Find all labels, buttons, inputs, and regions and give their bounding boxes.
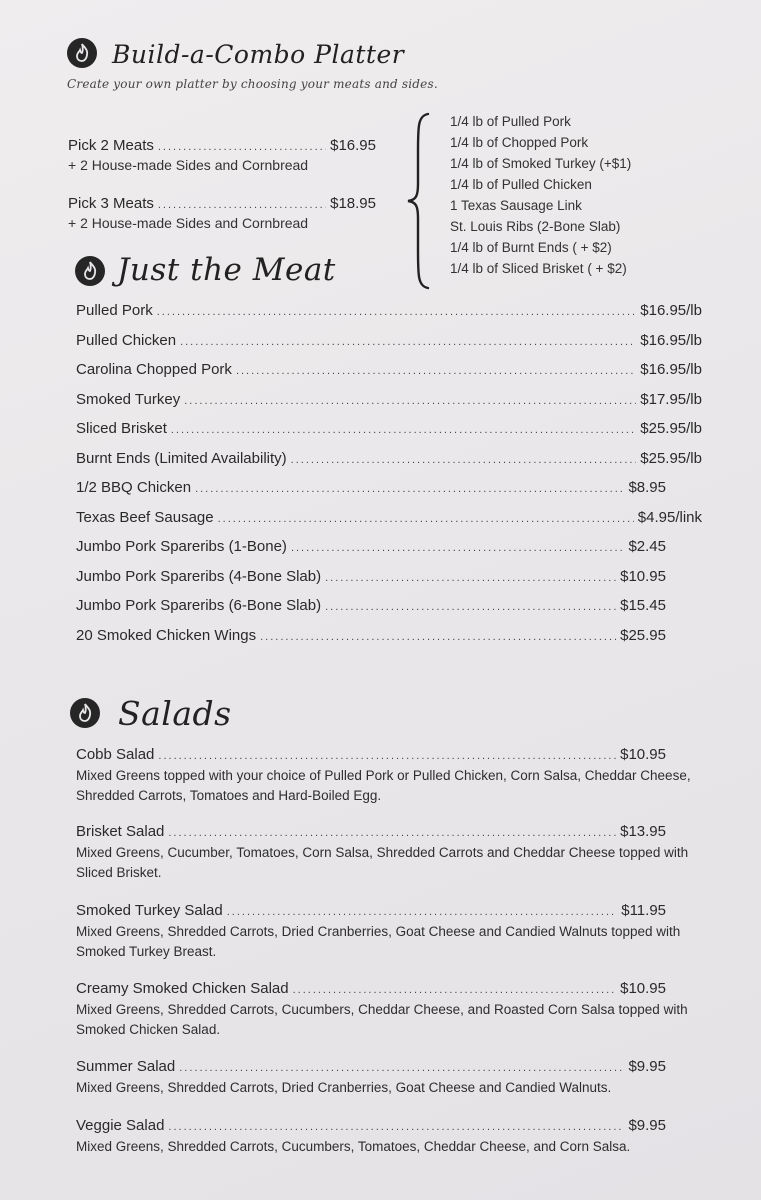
meat-item-price: $16.95/lb	[640, 361, 702, 378]
salad-item	[76, 746, 666, 763]
salad-item	[76, 1117, 666, 1134]
meat-item-price: $10.95	[620, 567, 666, 585]
meat-item	[76, 479, 666, 496]
dot-leader	[236, 365, 636, 377]
meat-item	[76, 597, 666, 614]
meat-choice: 1/4 lb of Smoked Turkey (+$1)	[450, 156, 632, 171]
meat-item	[76, 361, 702, 378]
meat-item-price: $25.95/lb	[640, 420, 702, 437]
dot-leader	[227, 906, 617, 918]
salad-item-description: Mixed Greens, Shredded Carrots, Dried Cranberries, Goat Cheese and Candied Walnuts.	[76, 1080, 612, 1095]
salad-item-name: Summer Salad	[76, 1058, 176, 1075]
salad-item-price: $11.95	[621, 902, 666, 919]
salad-item-price: $13.95	[620, 823, 666, 840]
salad-item-description: Mixed Greens, Shredded Carrots, Cucumbers, Tomatoes, Cheddar Cheese, and Corn Salsa.	[76, 1139, 631, 1154]
dot-leader	[325, 572, 616, 584]
dot-leader	[158, 141, 326, 153]
dot-leader	[325, 601, 616, 613]
meat-item-price: $16.95/lb	[640, 331, 702, 349]
meat-choice: St. Louis Ribs (2-Bone Slab)	[450, 219, 621, 234]
combo-option-price: $16.95	[330, 137, 376, 154]
meat-item-price: $25.95/lb	[640, 449, 702, 467]
meat-item-price: $4.95/link	[637, 508, 702, 526]
salad-item	[76, 902, 666, 919]
salads-title: Salads	[118, 694, 232, 733]
meat-item	[76, 420, 702, 437]
combo-option-name: Pick 3 Meats	[68, 195, 154, 212]
salad-item-name: Cobb Salad	[76, 746, 155, 763]
meat-item	[76, 568, 666, 585]
combo-option-price: $18.95	[330, 195, 376, 212]
meat-item	[76, 627, 666, 644]
dot-leader	[260, 631, 616, 643]
meat-item-name: Texas Beef Sausage	[76, 508, 214, 526]
meat-item	[76, 302, 702, 319]
meat-choice: 1/4 lb of Chopped Pork	[450, 135, 589, 150]
salad-item-name: Creamy Smoked Chicken Salad	[76, 980, 289, 997]
meat-item-name: Burnt Ends (Limited Availability)	[76, 449, 287, 467]
meat-choice: 1/4 lb of Burnt Ends ( + $2)	[450, 240, 612, 255]
meat-choice: 1/4 lb of Pulled Pork	[450, 114, 571, 129]
meat-item-price: $8.95	[628, 479, 666, 496]
meat-item-name: Sliced Brisket	[76, 420, 167, 437]
combo-option	[68, 195, 376, 212]
meat-choice: 1 Texas Sausage Link	[450, 198, 582, 213]
salad-item-description: Mixed Greens, Shredded Carrots, Cucumbers, Cheddar Cheese, and Roasted Corn Salsa topped with Smoked Chicken Salad.	[76, 1002, 688, 1037]
combo-subtitle: Create your own platter by choosing your meats and sides.	[67, 77, 438, 91]
flame-icon	[70, 698, 100, 728]
salad-item	[76, 1058, 666, 1075]
meat-item	[76, 332, 702, 349]
curly-brace	[404, 112, 432, 290]
meat-item	[76, 391, 702, 408]
combo-title: Build-a-Combo Platter	[112, 40, 405, 69]
dot-leader	[179, 1062, 624, 1074]
salad-item	[76, 823, 666, 840]
dot-leader	[158, 199, 326, 211]
salad-item-price: $9.95	[628, 1117, 666, 1134]
salad-item-price: $10.95	[620, 746, 666, 763]
meat-item	[76, 509, 702, 526]
salad-item-price: $9.95	[628, 1058, 666, 1075]
dot-leader	[158, 750, 616, 762]
dot-leader	[168, 827, 616, 839]
salad-item-name: Brisket Salad	[76, 823, 165, 840]
salad-item-name: Smoked Turkey Salad	[76, 902, 223, 919]
meat-item-name: Jumbo Pork Spareribs (6-Bone Slab)	[76, 597, 322, 614]
meat-item-price: $15.45	[620, 597, 666, 614]
dot-leader	[293, 984, 617, 996]
salad-item-description: Mixed Greens, Cucumber, Tomatoes, Corn Salsa, Shredded Carrots and Cheddar Cheese topped with Sliced Brisket.	[76, 845, 689, 880]
dot-leader	[195, 483, 624, 495]
meat-item-price: $25.95	[620, 626, 666, 644]
dot-leader	[291, 454, 637, 466]
meat-item	[76, 538, 666, 555]
salad-item-description: Mixed Greens topped with your choice of Pulled Pork or Pulled Chicken, Corn Salsa, Cheddar Cheese, Shredded Carrots, Tomatoes and Hard-Boiled Egg.	[76, 768, 691, 803]
dot-leader	[168, 1121, 624, 1133]
dot-leader	[157, 306, 637, 318]
meat-item-name: Jumbo Pork Spareribs (4-Bone Slab)	[76, 567, 322, 585]
combo-option-name: Pick 2 Meats	[68, 137, 154, 154]
meat-choice: 1/4 lb of Pulled Chicken	[450, 177, 592, 192]
meat-item-name: 1/2 BBQ Chicken	[76, 479, 192, 496]
dot-leader	[171, 424, 636, 436]
meat-item-name: Pulled Chicken	[76, 331, 177, 349]
salad-item-price: $10.95	[620, 980, 666, 997]
meat-title: Just the Meat	[117, 252, 336, 288]
salad-item-description: Mixed Greens, Shredded Carrots, Dried Cranberries, Goat Cheese and Candied Walnuts topped with Smoked Turkey Breast.	[76, 924, 681, 959]
meat-item-price: $16.95/lb	[640, 302, 702, 319]
salad-item-name: Veggie Salad	[76, 1117, 165, 1134]
dot-leader	[291, 542, 625, 554]
meat-choice: 1/4 lb of Sliced Brisket ( + $2)	[450, 261, 627, 276]
dot-leader	[180, 336, 636, 348]
dot-leader	[218, 513, 634, 525]
meat-item	[76, 450, 702, 467]
meat-item-price: $17.95/lb	[640, 390, 702, 408]
meat-item-price: $2.45	[628, 538, 666, 555]
combo-option-sub: + 2 House-made Sides and Cornbread	[68, 215, 309, 231]
meat-item-name: Pulled Pork	[76, 302, 153, 319]
combo-option-sub: + 2 House-made Sides and Cornbread	[68, 157, 309, 173]
flame-icon	[67, 38, 97, 68]
salad-item	[76, 980, 666, 997]
flame-icon	[75, 256, 105, 286]
meat-item-name: Carolina Chopped Pork	[76, 361, 232, 378]
meat-item-name: Smoked Turkey	[76, 390, 181, 408]
dot-leader	[184, 395, 636, 407]
meat-item-name: 20 Smoked Chicken Wings	[76, 626, 257, 644]
meat-item-name: Jumbo Pork Spareribs (1-Bone)	[76, 538, 287, 555]
combo-option	[68, 137, 376, 154]
